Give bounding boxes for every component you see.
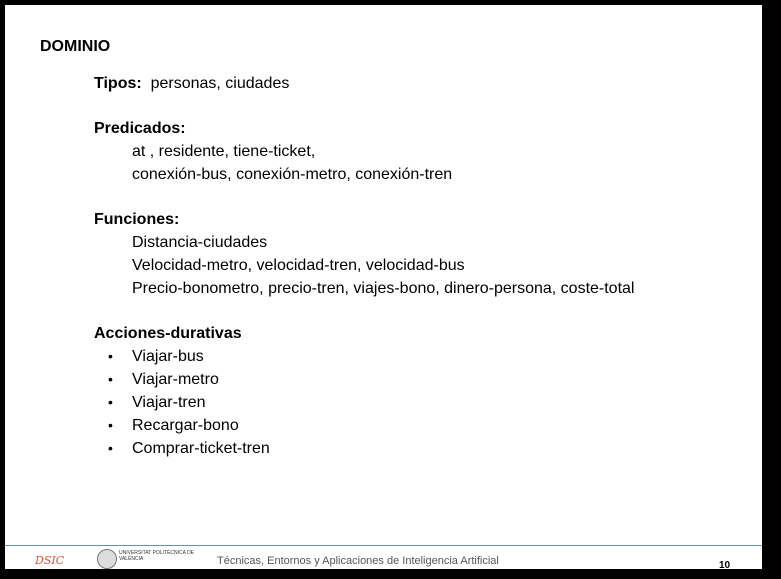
list-item: • Viajar-tren — [94, 391, 634, 414]
page-number: 10 — [719, 560, 731, 569]
acciones-label: Acciones-durativas — [94, 325, 242, 342]
tipos-value: personas, ciudades — [150, 75, 290, 92]
funciones-label: Funciones: — [94, 211, 180, 228]
bullet-icon: • — [108, 348, 113, 364]
funciones-line: Precio-bonometro, precio-tren, viajes-bono, dinero-persona, coste-total — [132, 280, 635, 297]
bullet-icon: • — [108, 417, 113, 433]
predicados-label: Predicados: — [94, 120, 186, 137]
list-item: • Recargar-bono — [94, 414, 634, 437]
list-item: • Viajar-bus — [94, 345, 634, 368]
course-title: Técnicas, Entornos y Aplicaciones de Inteligencia Artificial — [217, 555, 499, 567]
dsic-logo: DSIC — [35, 554, 65, 567]
upv-logo — [97, 548, 197, 569]
funciones-line: Velocidad-metro, velocidad-tren, velocidad-bus — [132, 257, 465, 274]
tipos-row — [94, 72, 634, 95]
predicados-line: at , residente, tiene-ticket, — [132, 143, 316, 160]
upv-seal-icon — [97, 549, 117, 569]
list-item: • Viajar-metro — [94, 368, 634, 391]
funciones-line: Distancia-ciudades — [132, 234, 268, 251]
bullet-icon: • — [108, 371, 113, 387]
bullet-icon: • — [108, 394, 113, 410]
footer — [5, 546, 762, 569]
bullet-icon: • — [108, 440, 113, 456]
list-item: • Comprar-ticket-tren — [94, 437, 634, 460]
slide-title: DOMINIO — [40, 38, 111, 55]
predicados-line: conexión-bus, conexión-metro, conexión-tren — [132, 166, 453, 183]
tipos-label: Tipos: — [94, 75, 142, 92]
slide-content — [94, 72, 634, 460]
upv-logo-text: UNIVERSITAT POLITÈCNICA DE VALÈNCIA — [119, 550, 195, 562]
slide — [5, 5, 762, 569]
